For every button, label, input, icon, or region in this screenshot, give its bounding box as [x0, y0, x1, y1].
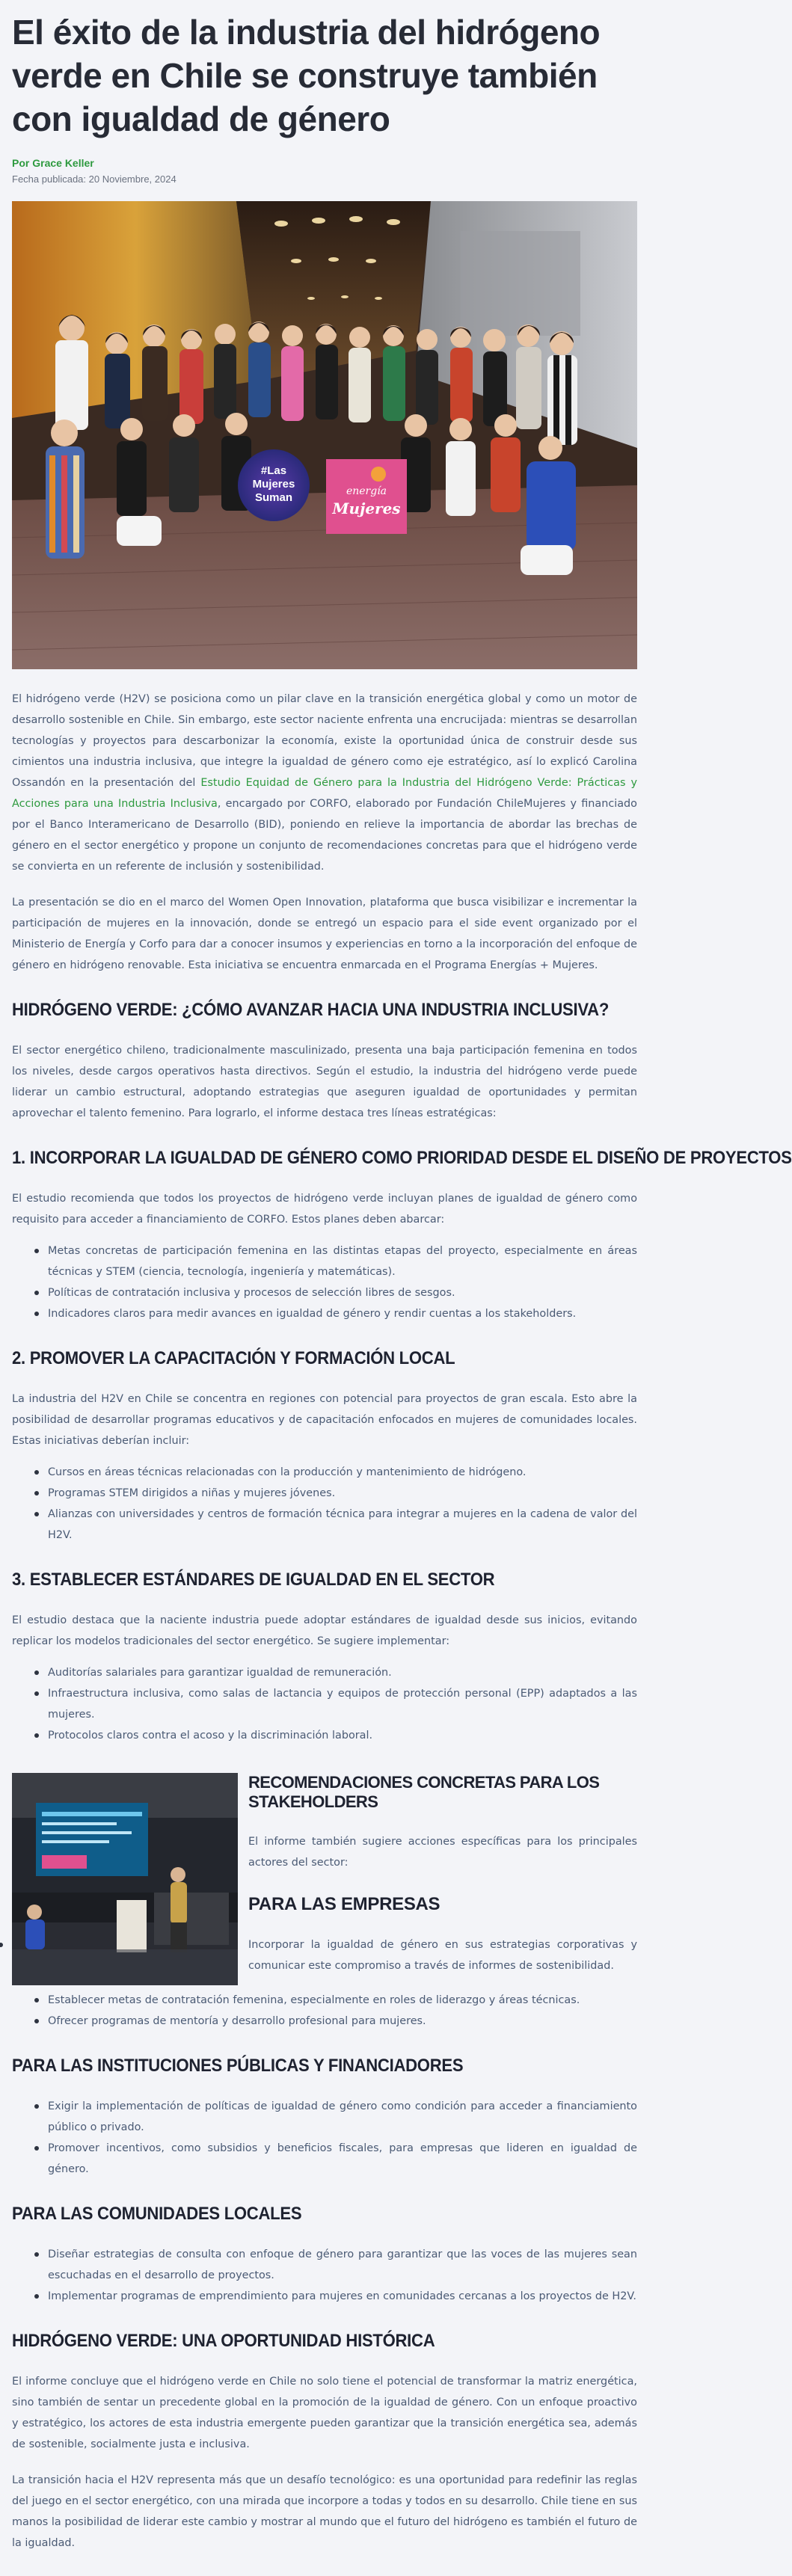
- sign-2-line-1: energía: [346, 485, 387, 497]
- section-2-paragraph: La industria del H2V en Chile se concentra en regiones con potencial para proyectos de gran escala. Esto abre la posibilidad de desarrollar programas educativos y de capacitación enfocados en mujeres de comunidades locales. Estas iniciativas deberían incluir:: [12, 1393, 637, 1447]
- heading-final: HIDRÓGENO VERDE: UNA OPORTUNIDAD HISTÓRICA: [12, 2331, 435, 2351]
- list-item: Establecer metas de contratación femenina, especialmente en roles de liderazgo y áreas técnicas.: [48, 1990, 637, 2011]
- study-link[interactable]: Estudio Equidad de Género para la Industria del Hidrógeno Verde: Prácticas y Acciones para una Industria Inclusiva: [12, 777, 637, 810]
- comunidades-list: [12, 2244, 637, 2307]
- list-item: Exigir la implementación de políticas de igualdad de género como condición para acceder a financiamiento público o privado.: [48, 2096, 637, 2138]
- stakeholders-block: [12, 1770, 637, 2032]
- list-item: Cursos en áreas técnicas relacionadas con la producción y mantenimiento de hidrógeno.: [48, 1462, 637, 1483]
- h2v-paragraph: El sector energético chileno, tradicionalmente masculinizado, presenta una baja participación femenina en todos los niveles, desde cargos operativos hasta directivos. Según el estudio, la industria del hidrógeno verde puede liderar un cambio estructural, adoptando estrategias que aseguren igualdad de oportunidades y permitan aprovechar el talento femenino. Para lograrlo, el informe destaca tres líneas estratégicas:: [12, 1045, 637, 1119]
- heading-recommendations: RECOMENDACIONES CONCRETAS PARA LOS STAKEHOLDERS: [248, 1773, 600, 1811]
- list-item: Diseñar estrategias de consulta con enfoque de género para garantizar que las voces de las mujeres sean escuchadas en el desarrollo de proyectos.: [48, 2244, 637, 2286]
- list-item: Infraestructura inclusiva, como salas de lactancia y equipos de protección personal (EPP) adaptados a las mujeres.: [48, 1683, 637, 1725]
- intro-paragraph-2: La presentación se dio en el marco del Women Open Innovation, plataforma que busca visibilizar e incrementar la participación de mujeres en la innovación, donde se entregó un espacio para el side event organizado por el Ministerio de Energía y Corfo para dar a conocer insumos y experiencias en torno a la incorporación del enfoque de género en hidrógeno renovable. Esta iniciativa se encuentra enmarcada en el Programa Energías + Mujeres.: [12, 897, 637, 971]
- heading-comunidades: PARA LAS COMUNIDADES LOCALES: [12, 2204, 302, 2224]
- sign-energia-mujeres: [326, 459, 407, 534]
- hero-group-photo: [12, 201, 637, 669]
- list-item: Metas concretas de participación femenina en las distintas etapas del proyecto, especialmente en áreas técnicas y STEM (ciencia, tecnología, ingeniería y matemáticas).: [48, 1241, 637, 1282]
- page-title: El éxito de la industria del hidrógeno verde en Chile se construye también con igualdad de género: [12, 13, 601, 138]
- instituciones-list: [12, 2096, 637, 2180]
- sign-1-line-1: #Las: [260, 464, 287, 477]
- intro-paragraph-1: [12, 689, 637, 877]
- intro-p1-text-2: , encargado por CORFO, elaborado por Fundación ChileMujeres y financiado por el Banco Interamericano de Desarrollo (BID), poniendo en relieve la importancia de abordar las brechas de género en el sector energético y propone un conjunto de recomendaciones concretas para que el hidrógeno verde se convierta en un referente de inclusión y sostenibilidad.: [12, 798, 637, 873]
- section-3-paragraph: El estudio destaca que la naciente industria puede adoptar estándares de igualdad desde sus inicios, evitando replicar los modelos tradicionales del sector energético. Se sugiere implementar:: [12, 1614, 637, 1647]
- list-item: Incorporar la igualdad de género en sus estrategias corporativas y comunicar este compromiso a través de informes de sostenibilidad.: [12, 1934, 637, 1976]
- list-item: Indicadores claros para medir avances en igualdad de género y rendir cuentas a los stakeholders.: [48, 1303, 637, 1324]
- publish-date: Fecha publicada: 20 Noviembre, 2024: [12, 173, 176, 185]
- heading-h2v: HIDRÓGENO VERDE: ¿CÓMO AVANZAR HACIA UNA INDUSTRIA INCLUSIVA?: [12, 1000, 610, 1020]
- list-item: Ofrecer programas de mentoría y desarrollo profesional para mujeres.: [48, 2011, 637, 2032]
- heading-instituciones: PARA LAS INSTITUCIONES PÚBLICAS Y FINANCIADORES: [12, 2056, 464, 2076]
- list-item: Programas STEM dirigidos a niñas y mujeres jóvenes.: [48, 1483, 637, 1504]
- sign-1-line-3: Suman: [254, 491, 293, 504]
- list-item: Protocolos claros contra el acoso y la discriminación laboral.: [48, 1725, 637, 1746]
- heading-empresas: PARA LAS EMPRESAS: [248, 1894, 440, 1914]
- heading-section-2: 2. PROMOVER LA CAPACITACIÓN Y FORMACIÓN LOCAL: [12, 1348, 455, 1368]
- final-paragraph-2: La transición hacia el H2V representa más que un desafío tecnológico: es una oportunidad para redefinir las reglas del juego en el sector energético, con una mirada que incorpore a todas y todos en su desarrollo. Chile tiene en sus manos la posibilidad de liderar este cambio y mostrar al mundo que el futuro del hidrógeno es también el futuro de la igualdad.: [12, 2474, 637, 2549]
- sign-las-mujeres-suman: [238, 449, 310, 521]
- heading-section-1: 1. INCORPORAR LA IGUALDAD DE GÉNERO COMO PRIORIDAD DESDE EL DISEÑO DE PROYECTOS: [12, 1148, 792, 1168]
- empresas-list-continued: [12, 1990, 637, 2032]
- section-1-paragraph: El estudio recomienda que todos los proyectos de hidrógeno verde incluyan planes de igualdad de género como requisito para acceder a financiamiento de CORFO. Estos planes deben abarcar:: [12, 1193, 637, 1226]
- list-item: Implementar programas de emprendimiento para mujeres en comunidades cercanas a los proyectos de H2V.: [48, 2286, 637, 2307]
- heading-section-3: 3. ESTABLECER ESTÁNDARES DE IGUALDAD EN EL SECTOR: [12, 1570, 495, 1590]
- author-link[interactable]: Por Grace Keller: [12, 157, 94, 169]
- final-paragraph-1: El informe concluye que el hidrógeno verde en Chile no solo tiene el potencial de transformar la matriz energética, sino también de sentar un precedente global en la promoción de la igualdad de género. Con un enfoque proactivo y estratégico, los actores de esta industria emergente pueden garantizar que la transición energética sea, además de sostenible, socialmente justa e inclusiva.: [12, 2376, 637, 2450]
- sign-2-line-2: Mujeres: [332, 499, 401, 517]
- intro-p1-text: El hidrógeno verde (H2V) se posiciona como un pilar clave en la transición energética global y como un motor de desarrollo sostenible en Chile. Sin embargo, este sector naciente enfrenta una encrucijada: mientras se desarrollan tecnologías y proyectos para descarbonizar la economía, existe la oportunidad única de construir desde sus cimientos una industria inclusiva, que integre la igualdad de género como eje estratégico, así lo explicó Carolina Ossandón en la presentación del: [12, 693, 637, 789]
- list-item: Políticas de contratación inclusiva y procesos de selección libres de sesgos.: [48, 1282, 637, 1303]
- section-3-list: [12, 1662, 637, 1746]
- sign-1-line-2: Mujeres: [252, 478, 295, 491]
- hero-photo-illustration: [12, 201, 637, 669]
- author-byline[interactable]: [12, 157, 637, 169]
- recommendations-paragraph: El informe también sugiere acciones específicas para los principales actores del sector:: [248, 1836, 637, 1869]
- section-1-list: [12, 1241, 637, 1324]
- list-item: Promover incentivos, como subsidios y beneficios fiscales, para empresas que lideren en igualdad de género.: [48, 2138, 637, 2180]
- list-item: Alianzas con universidades y centros de formación técnica para integrar a mujeres en la cadena de valor del H2V.: [48, 1504, 637, 1546]
- empresas-list: [12, 1934, 637, 1976]
- section-2-list: [12, 1462, 637, 1546]
- list-item: Auditorías salariales para garantizar igualdad de remuneración.: [48, 1662, 637, 1683]
